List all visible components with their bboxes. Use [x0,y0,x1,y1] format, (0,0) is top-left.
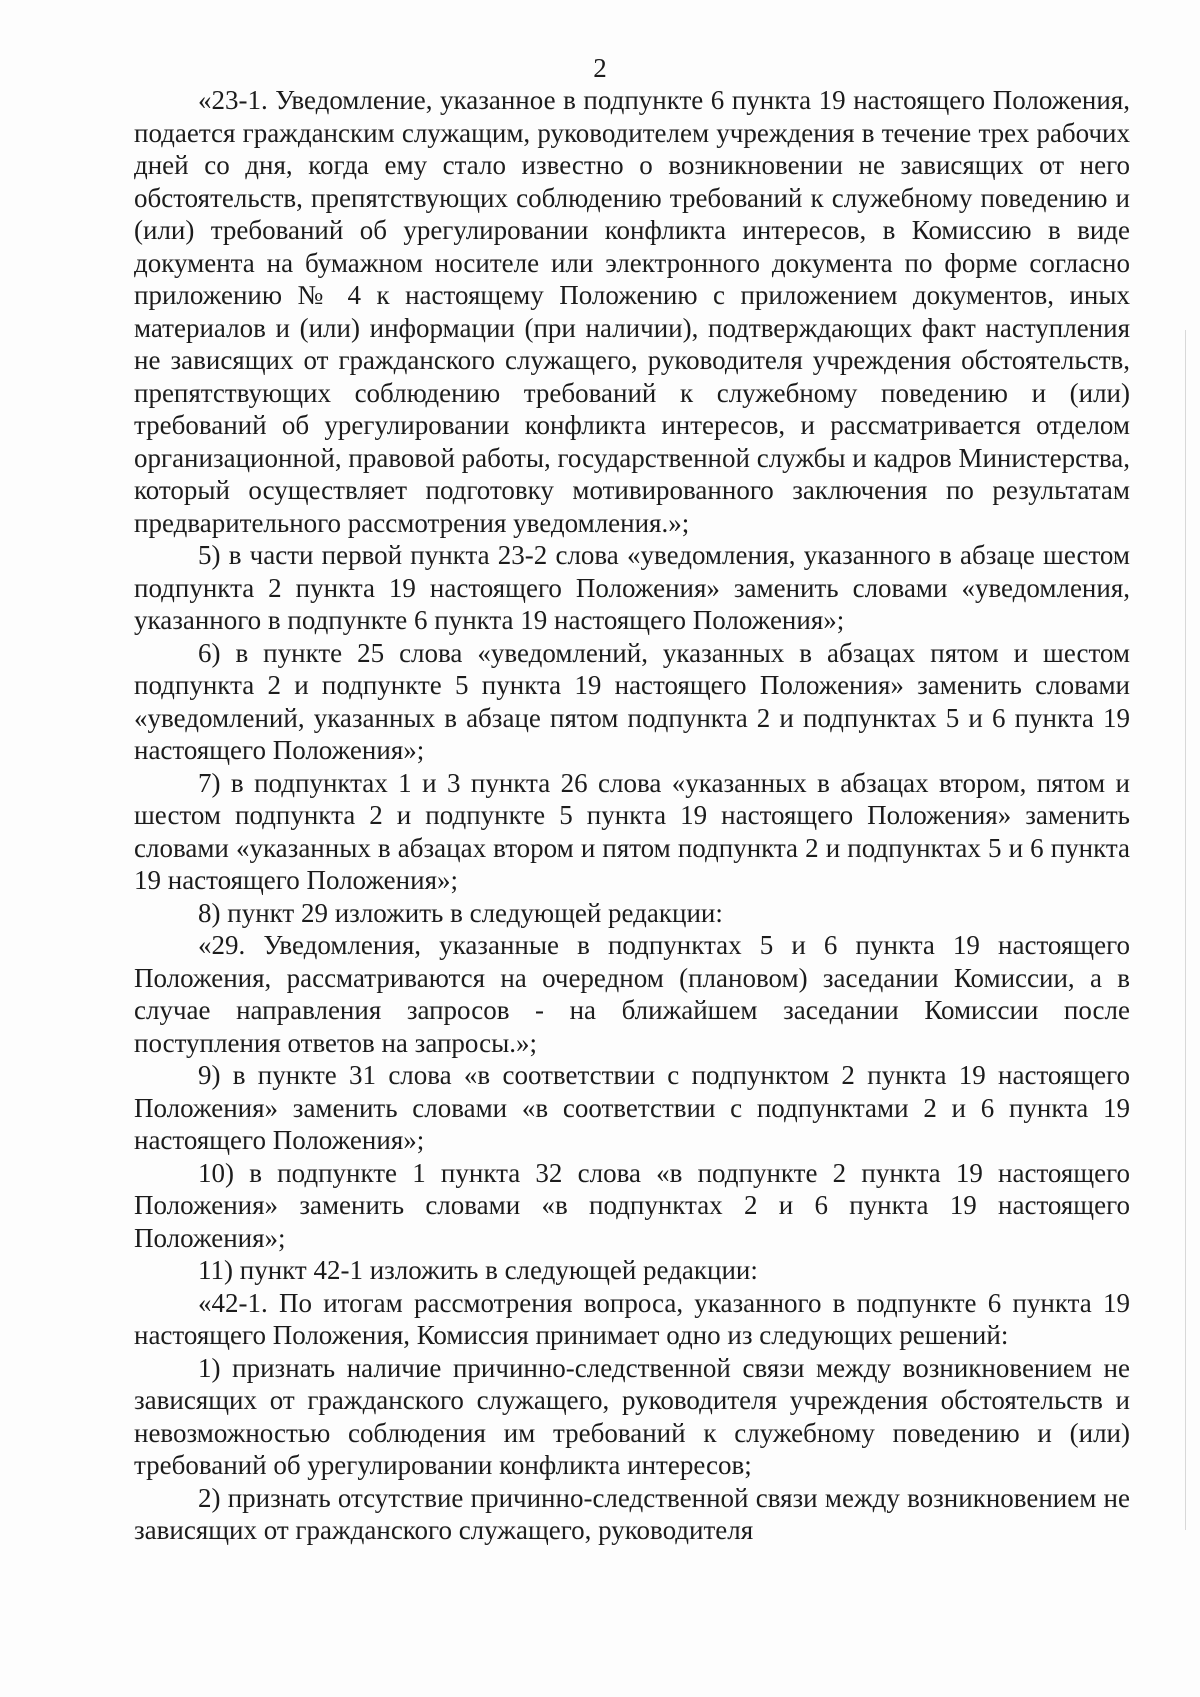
paragraph-item-6: 6) в пункте 25 слова «уведомлений, указанных в абзацах пятом и шестом подпункта 2 и подпункте 5 пункта 19 настоящего Положения» заменить словами «уведомлений, указанных в абзаце пятом подпункта 2 и подпунктах 5 и 6 пункта 19 настоящего Положения»; [134,637,1130,765]
scan-edge-line [1185,330,1186,1530]
paragraph-decision-2: 2) признать отсутствие причинно-следственной связи между возникновением не зависящих от гражданского служащего, руководителя [134,1482,1130,1545]
paragraph-item-5: 5) в части первой пункта 23-2 слова «уведомления, указанного в абзаце шестом подпункта 2 пункта 19 настоящего Положения» заменить словами «уведомления, указанного в подпункте 6 пункта 19 настоящего Положения»; [134,540,1130,635]
paragraph-item-10: 10) в подпункте 1 пункта 32 слова «в подпункте 2 пункта 19 настоящего Положения» заменить словами «в подпунктах 2 и 6 пункта 19 настоящего Положения»; [134,1157,1130,1253]
paragraph-23-1: «23-1. Уведомление, указанное в подпункте 6 пункта 19 настоящего Положения, подается гражданским служащим, руководителем учреждения в течение трех рабочих дней со дня, когда ему стало известно о возникновении не зависящих от него обстоятельств, препятствующих соблюдению требований к служебному поведению и (или) требований об урегулировании конфликта интересов, в Комиссию в виде документа на бумажном носителе или электронного документа по форме согласно приложению № 4 к настоящему Положению с приложением документов, иных материалов и (или) информации (при наличии), подтверждающих факт наступления не зависящих от гражданского служащего, руководителя учреждения обстоятельств, препятствующих соблюдению требований к служебному поведению и (или) требований об урегулировании конфликта интересов, и рассматривается отделом организационной, правовой работы, государственной службы и кадров Министерства, который осуществляет подготовку мотивированного заключения по результатам предварительного рассмотрения уведомления.»; [134,85,1130,538]
paragraph-item-11: 11) пункт 42-1 изложить в следующей редакции: [198,1255,758,1285]
document-body [134,84,1130,1547]
paragraph-42-1: «42-1. По итогам рассмотрения вопроса, указанного в подпункте 6 пункта 19 настоящего Положения, Комиссия принимает одно из следующих решений: [134,1287,1130,1350]
paragraph-item-8: 8) пункт 29 изложить в следующей редакции: [198,897,723,928]
page-number: 2 [593,53,607,83]
paragraph-item-9: 9) в пункте 31 слова «в соответствии с подпунктом 2 пункта 19 настоящего Положения» заменить словами «в соответствии с подпунктами 2 и 6 пункта 19 настоящего Положения»; [134,1060,1130,1155]
paragraph-29: «29. Уведомления, указанные в подпунктах 5 и 6 пункта 19 настоящего Положения, рассматриваются на очередном (плановом) заседании Комиссии, а в случае направления запросов - на ближайшем заседании Комиссии после поступления ответов на запросы.»; [134,930,1130,1058]
paragraph-item-7: 7) в подпунктах 1 и 3 пункта 26 слова «указанных в абзацах втором, пятом и шестом подпункта 2 и подпункте 5 пункта 19 настоящего Положения» заменить словами «указанных в абзацах втором и пятом подпункта 2 и подпунктах 5 и 6 пункта 19 настоящего Положения»; [134,767,1130,895]
paragraph-decision-1: 1) признать наличие причинно-следственной связи между возникновением не зависящих от гражданского служащего, руководителя учреждения обстоятельств и невозможностью соблюдения им требований к служебному поведению и (или) требований об урегулировании конфликта интересов; [134,1352,1130,1480]
